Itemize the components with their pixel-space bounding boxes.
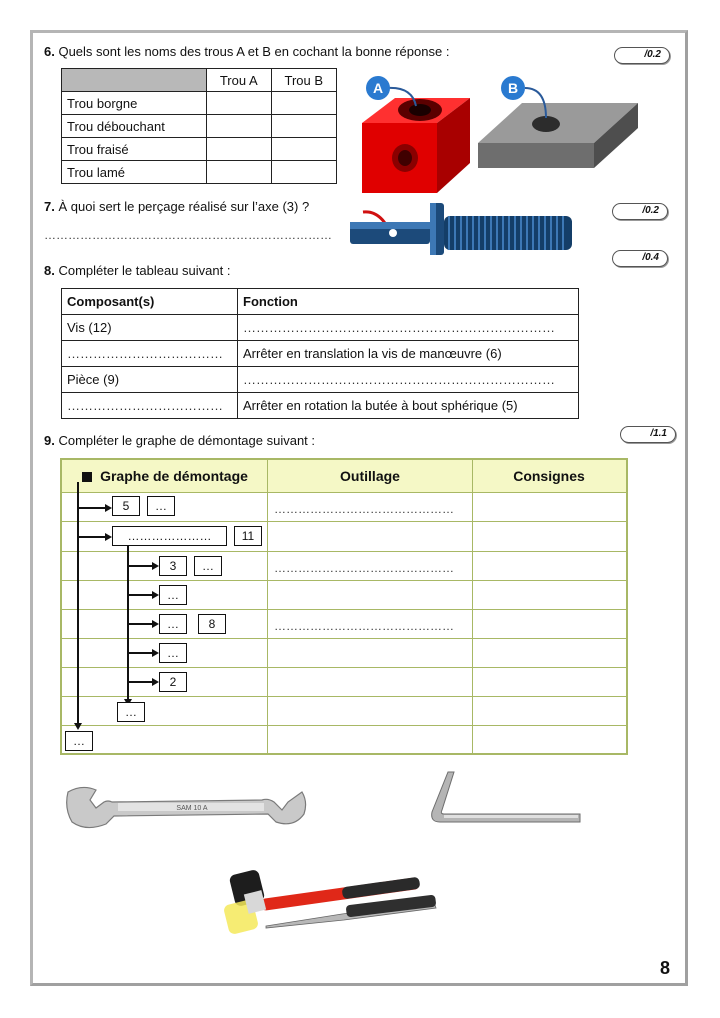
checkbox-cell[interactable]	[271, 115, 336, 138]
header-composants: Composant(s)	[62, 289, 238, 315]
graph-box: 5	[112, 496, 140, 516]
graph-box-blank[interactable]: …	[194, 556, 222, 576]
score-badge-q8: /0.4	[612, 250, 668, 267]
answer-line-q7[interactable]: ………………………………………………………………	[44, 228, 332, 242]
checkbox-cell[interactable]	[271, 161, 336, 184]
grey-block-front	[478, 143, 594, 168]
row-label: Trou borgne	[62, 92, 207, 115]
cell-composant: Vis (12)	[62, 315, 238, 341]
cell-composant-blank[interactable]: ………………………………	[62, 341, 238, 367]
graph-box-blank[interactable]: …	[159, 643, 187, 663]
holes-table	[61, 68, 337, 184]
col-trou-b: Trou B	[271, 69, 336, 92]
graph-box: 3	[159, 556, 187, 576]
checkbox-cell[interactable]	[271, 92, 336, 115]
question-7: 7. À quoi sert le perçage réalisé sur l’axe (3) ?	[44, 199, 310, 214]
checkbox-cell[interactable]	[207, 115, 272, 138]
question-6: 6. Quels sont les noms des trous A et B en cochant la bonne réponse :	[44, 44, 450, 59]
question-8: 8. Compléter le tableau suivant :	[44, 263, 231, 278]
graph-box-blank[interactable]: …	[159, 585, 187, 605]
header-outillage: Outillage	[268, 460, 472, 493]
score-badge-q6: /0.2	[614, 47, 670, 64]
checkbox-cell[interactable]	[271, 138, 336, 161]
col-trou-a: Trou A	[207, 69, 272, 92]
row-label: Trou débouchant	[62, 115, 207, 138]
row-label: Trou fraisé	[62, 138, 207, 161]
graph-trunk	[77, 482, 79, 725]
row-label: Trou lamé	[62, 161, 207, 184]
outillage-answer[interactable]: ………………………………………	[274, 561, 454, 575]
checkbox-cell[interactable]	[207, 161, 272, 184]
components-table	[61, 288, 579, 419]
disassembly-graph-table	[60, 458, 628, 755]
open-end-wrench-icon	[62, 778, 312, 834]
label-b: B	[507, 80, 519, 96]
page-number: 8	[660, 958, 671, 978]
cell-fonction: Arrêter en rotation la butée à bout sphérique (5)	[238, 393, 579, 419]
hammer-and-punch-icon	[222, 862, 442, 942]
outillage-answer[interactable]: ………………………………………	[274, 502, 454, 516]
axle-illustration	[345, 200, 580, 260]
checkbox-cell[interactable]	[207, 138, 272, 161]
graph-box-blank[interactable]: …	[159, 614, 187, 634]
graph-box-blank[interactable]: …	[147, 496, 175, 516]
graph-box-blank[interactable]: …	[117, 702, 145, 722]
graph-box-blank[interactable]: …………………	[112, 526, 227, 546]
label-a: A	[372, 80, 384, 96]
graph-box: 11	[234, 526, 262, 546]
allen-key-icon	[426, 768, 586, 828]
question-9: 9. Compléter le graphe de démontage suivant :	[44, 433, 316, 448]
cell-fonction-blank[interactable]: ………………………………………………………………	[238, 315, 579, 341]
cell-composant: Pièce (9)	[62, 367, 238, 393]
header-fonction: Fonction	[238, 289, 579, 315]
graph-box: 8	[198, 614, 226, 634]
score-badge-q9: /1.1	[620, 426, 676, 443]
wrench-marking: SAM 10 A	[176, 805, 208, 812]
cell-composant-blank[interactable]: ………………………………	[62, 393, 238, 419]
graph-box-blank[interactable]: …	[65, 731, 93, 751]
checkbox-cell[interactable]	[207, 92, 272, 115]
cell-fonction: Arrêter en translation la vis de manœuvre (6)	[238, 341, 579, 367]
outillage-answer[interactable]: ………………………………………	[274, 619, 454, 633]
graph-box: 2	[159, 672, 187, 692]
header-graphe: Graphe de démontage	[62, 460, 268, 493]
holes-illustration	[350, 68, 650, 198]
cell-fonction-blank[interactable]: ………………………………………………………………	[238, 367, 579, 393]
score-badge-q7: /0.2	[612, 203, 668, 220]
header-consignes: Consignes	[472, 460, 626, 493]
